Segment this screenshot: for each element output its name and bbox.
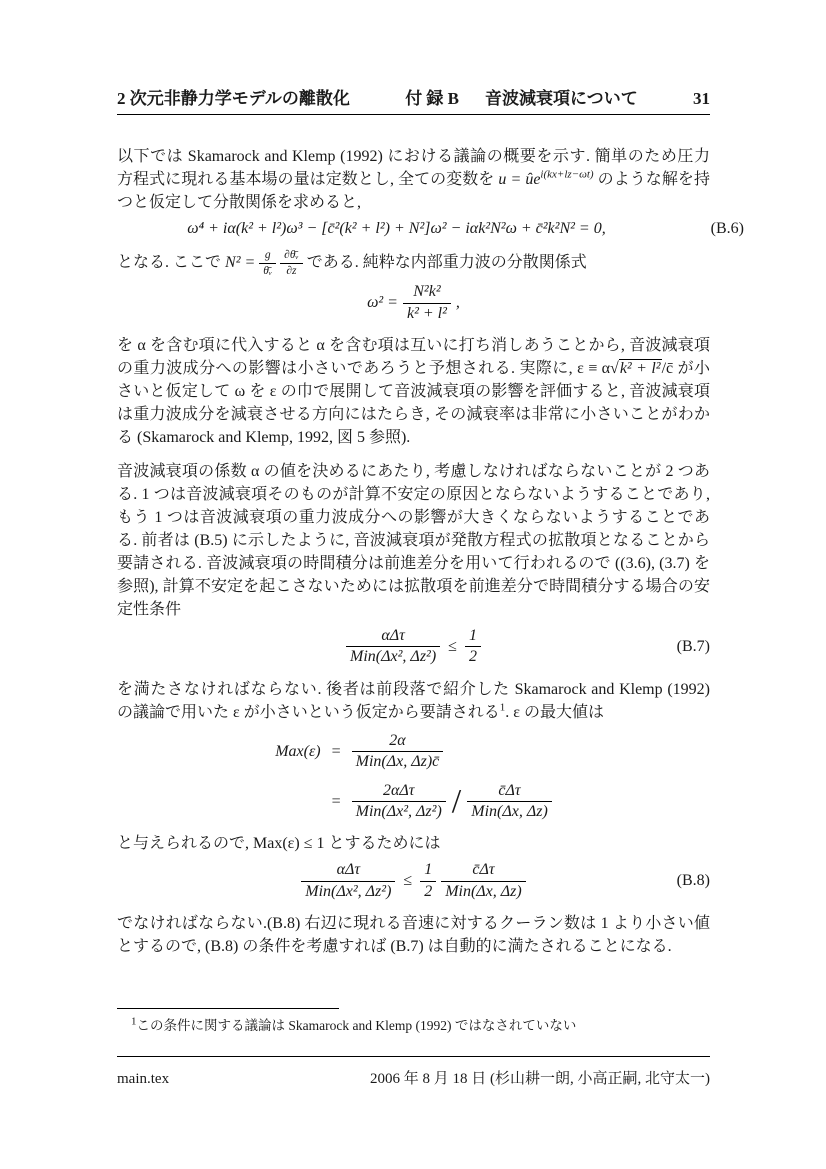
paragraph-alpha-considerations: 音波減衰項の係数 α の値を決めるにあたり, 考慮しなければならないことが 2 つある. 1 つは音波減衰項そのものが計算不安定の原因とならないようすることであり, もう 1 つは音波減衰項の重力波成分への影響が大きくならないようすることである. 前者は (B.5) に示したように, 音波減衰項が発散方程式の拡散項となることから要請される. 音波減衰項の時間積分は前進差分を用いて行われるので ((3.6), (3.7) を参照), 計算不安定を起こさないためには拡散項を前進差分で時間積分する場合の安定性条件: [117, 463, 710, 619]
running-header: [117, 84, 710, 109]
paragraph-latter-requirement: を満たさなければならない. 後者は前段落で紹介した Skamarock and Klemp (1992) の議論で用いた ε が小さいという仮定から要請される$^1$. ε の最大値は: [117, 680, 710, 721]
paragraph-max-condition: と与えられるので, Max(ε) ≤ 1 とするためには: [117, 835, 441, 853]
paragraph-intro: 以下では Skamarock and Klemp (1992) における議論の概要を示す. 簡単のため圧力方程式に現れる基本場の量は定数とし, 全ての変数を $u = ûe^{i(kx+lz-\omega t)}$ のような解を持つと仮定して分散関係を求めると,: [117, 148, 710, 211]
max-lhs: Max(ε): [275, 743, 321, 761]
running-head-center: [350, 84, 693, 109]
page-number: 31: [693, 89, 710, 108]
equation-b6: [117, 220, 744, 238]
footnote-marker-ref: 1: [499, 701, 506, 714]
footnote-rule: [117, 1008, 339, 1009]
paragraph-n2-definition: となる. ここで N² = $\frac{g}{\text{θ̄ᵥ}}$ $\frac{\text{∂θ̄ᵥ}}{\partial z}$ である. 純粋な内部重力波の分散関係式: [117, 249, 587, 277]
appendix-label: 付 録 B: [405, 89, 460, 108]
fraction-b8-rhs: $\frac{c̄\Delta\tau}{\text{Min(Δx, Δz)}}$: [441, 861, 526, 901]
fraction-g-over-theta: $\frac{g}{\text{θ̄ᵥ}}$: [259, 249, 276, 277]
paragraph-epsilon-expansion: を α を含む項に代入すると α を含む項は互いに打ち消しあうことから, 音波減衰項の重力波成分への影響は小さいであろうと予想される. 実際に, ε ≡ α√k² + l²/c̄ が小さいと仮定して ω を ε の巾で展開して音波減衰項の影響を評価すると, 音波減衰項は重力波成分を減衰させる方向にはたらき, その減衰率は非常に小さいことがわかる (Skamarock and Klemp, 1992, 図 5 参照).: [117, 337, 710, 447]
sqrt-symbol: √: [610, 360, 619, 378]
equation-b6-tag: (B.6): [710, 220, 744, 237]
fraction-2alpha: $\frac{2\alpha}{\text{Min(Δx, Δz)c̄}}$: [352, 732, 444, 772]
fraction-b8-lhs: $\frac{\text{αΔτ}}{\text{Min(Δx², Δz²)}}$: [301, 861, 395, 901]
equation-b8-tag: (B.8): [676, 872, 710, 890]
inline-math-wave-solution: $u = ûe^{i(kx+lz-\omega t)}$: [498, 168, 594, 188]
paragraph-conclusion: でなければならない.(B.8) 右辺に現れる音速に対するクーラン数は 1 より小さい値とするので, (B.8) の条件を考慮すれば (B.7) は自動的に満たされることになる.: [117, 915, 710, 956]
leq-symbol: ≤: [403, 872, 413, 890]
wave-exponent: i(kx+lz−ωt): [540, 168, 594, 181]
equation-max-epsilon: Max(ε) = $\frac{2\alpha}{\text{Min(Δx, Δz)c̄}}$ = $\frac{\text{2αΔτ}}{\text{Min(Δx², Δz²)}}$ / $\frac{c̄\Delta\tau}{\text{Min(Δx, Δz)}}$: [117, 732, 710, 822]
fraction-one-half-b8: $\frac{1}{2}$: [420, 861, 436, 901]
fraction-one-half: $\frac{1}{2}$: [465, 627, 481, 667]
fraction-n2k2: $\frac{\text{N²k²}}{\text{k² + l²}}$: [403, 283, 451, 323]
fraction-2alpha-dtau: $\frac{\text{2αΔτ}}{\text{Min(Δx², Δz²)}}$: [352, 782, 446, 822]
header-rule: [117, 114, 710, 115]
omega-lhs: ω² =: [367, 294, 398, 312]
page-footer: [117, 1067, 710, 1088]
inline-math-n2: N² = $\frac{g}{\text{θ̄ᵥ}}$ $\frac{\text{∂θ̄ᵥ}}{\partial z}$: [225, 254, 303, 271]
leq-symbol: ≤: [448, 637, 457, 655]
equation-gravity-wave-dispersion: ω² = $\frac{\text{N²k²}}{\text{k² + l²}}$ ,: [367, 283, 460, 322]
inline-math-epsilon: √k² + l²: [610, 360, 661, 378]
fraction-dtheta-dz: $\frac{\text{∂θ̄ᵥ}}{\partial z}$: [280, 249, 303, 277]
fraction-b7-lhs: $\frac{\text{αΔτ}}{\text{Min(Δx², Δz²)}}$: [346, 627, 440, 667]
paragraph-intro-text: 以下では Skamarock and Klemp (1992) における議論の概要を示す. 簡単のため圧力方程式に現れる基本場の量は定数とし, 全ての変数を: [117, 148, 710, 188]
big-slash: /: [451, 783, 462, 821]
running-head-left: 2 次元非静力学モデルの離散化: [117, 89, 350, 108]
equation-b7-tag: (B.7): [676, 637, 710, 655]
equation-b7: [117, 627, 710, 667]
footer-filename: main.tex: [117, 1071, 170, 1087]
footer-date-authors: 2006 年 8 月 18 日 (杉山耕一朗, 小高正嗣, 北守太一): [370, 1071, 710, 1087]
fraction-cbar-dtau: $\frac{c̄\Delta\tau}{\text{Min(Δx, Δz)}}$: [467, 782, 552, 822]
equation-b6-formula: ω⁴ + iα(k² + l²)ω³ − [c̄²(k² + l²) + N²]ω² − iαk²N²ω + c̄²k²N² = 0,: [187, 220, 606, 237]
footnote: $^1$この条件に関する議論は Skamarock and Klemp (1992) ではなされていない: [131, 1015, 577, 1033]
content-column: [117, 84, 744, 969]
footnote-marker: 1: [131, 1015, 137, 1028]
footer-rule: [117, 1056, 710, 1057]
equation-b8: [117, 861, 710, 901]
body-text: [117, 145, 744, 958]
appendix-title: 音波減衰項について: [485, 89, 638, 108]
footer-zone: [117, 1008, 710, 1088]
